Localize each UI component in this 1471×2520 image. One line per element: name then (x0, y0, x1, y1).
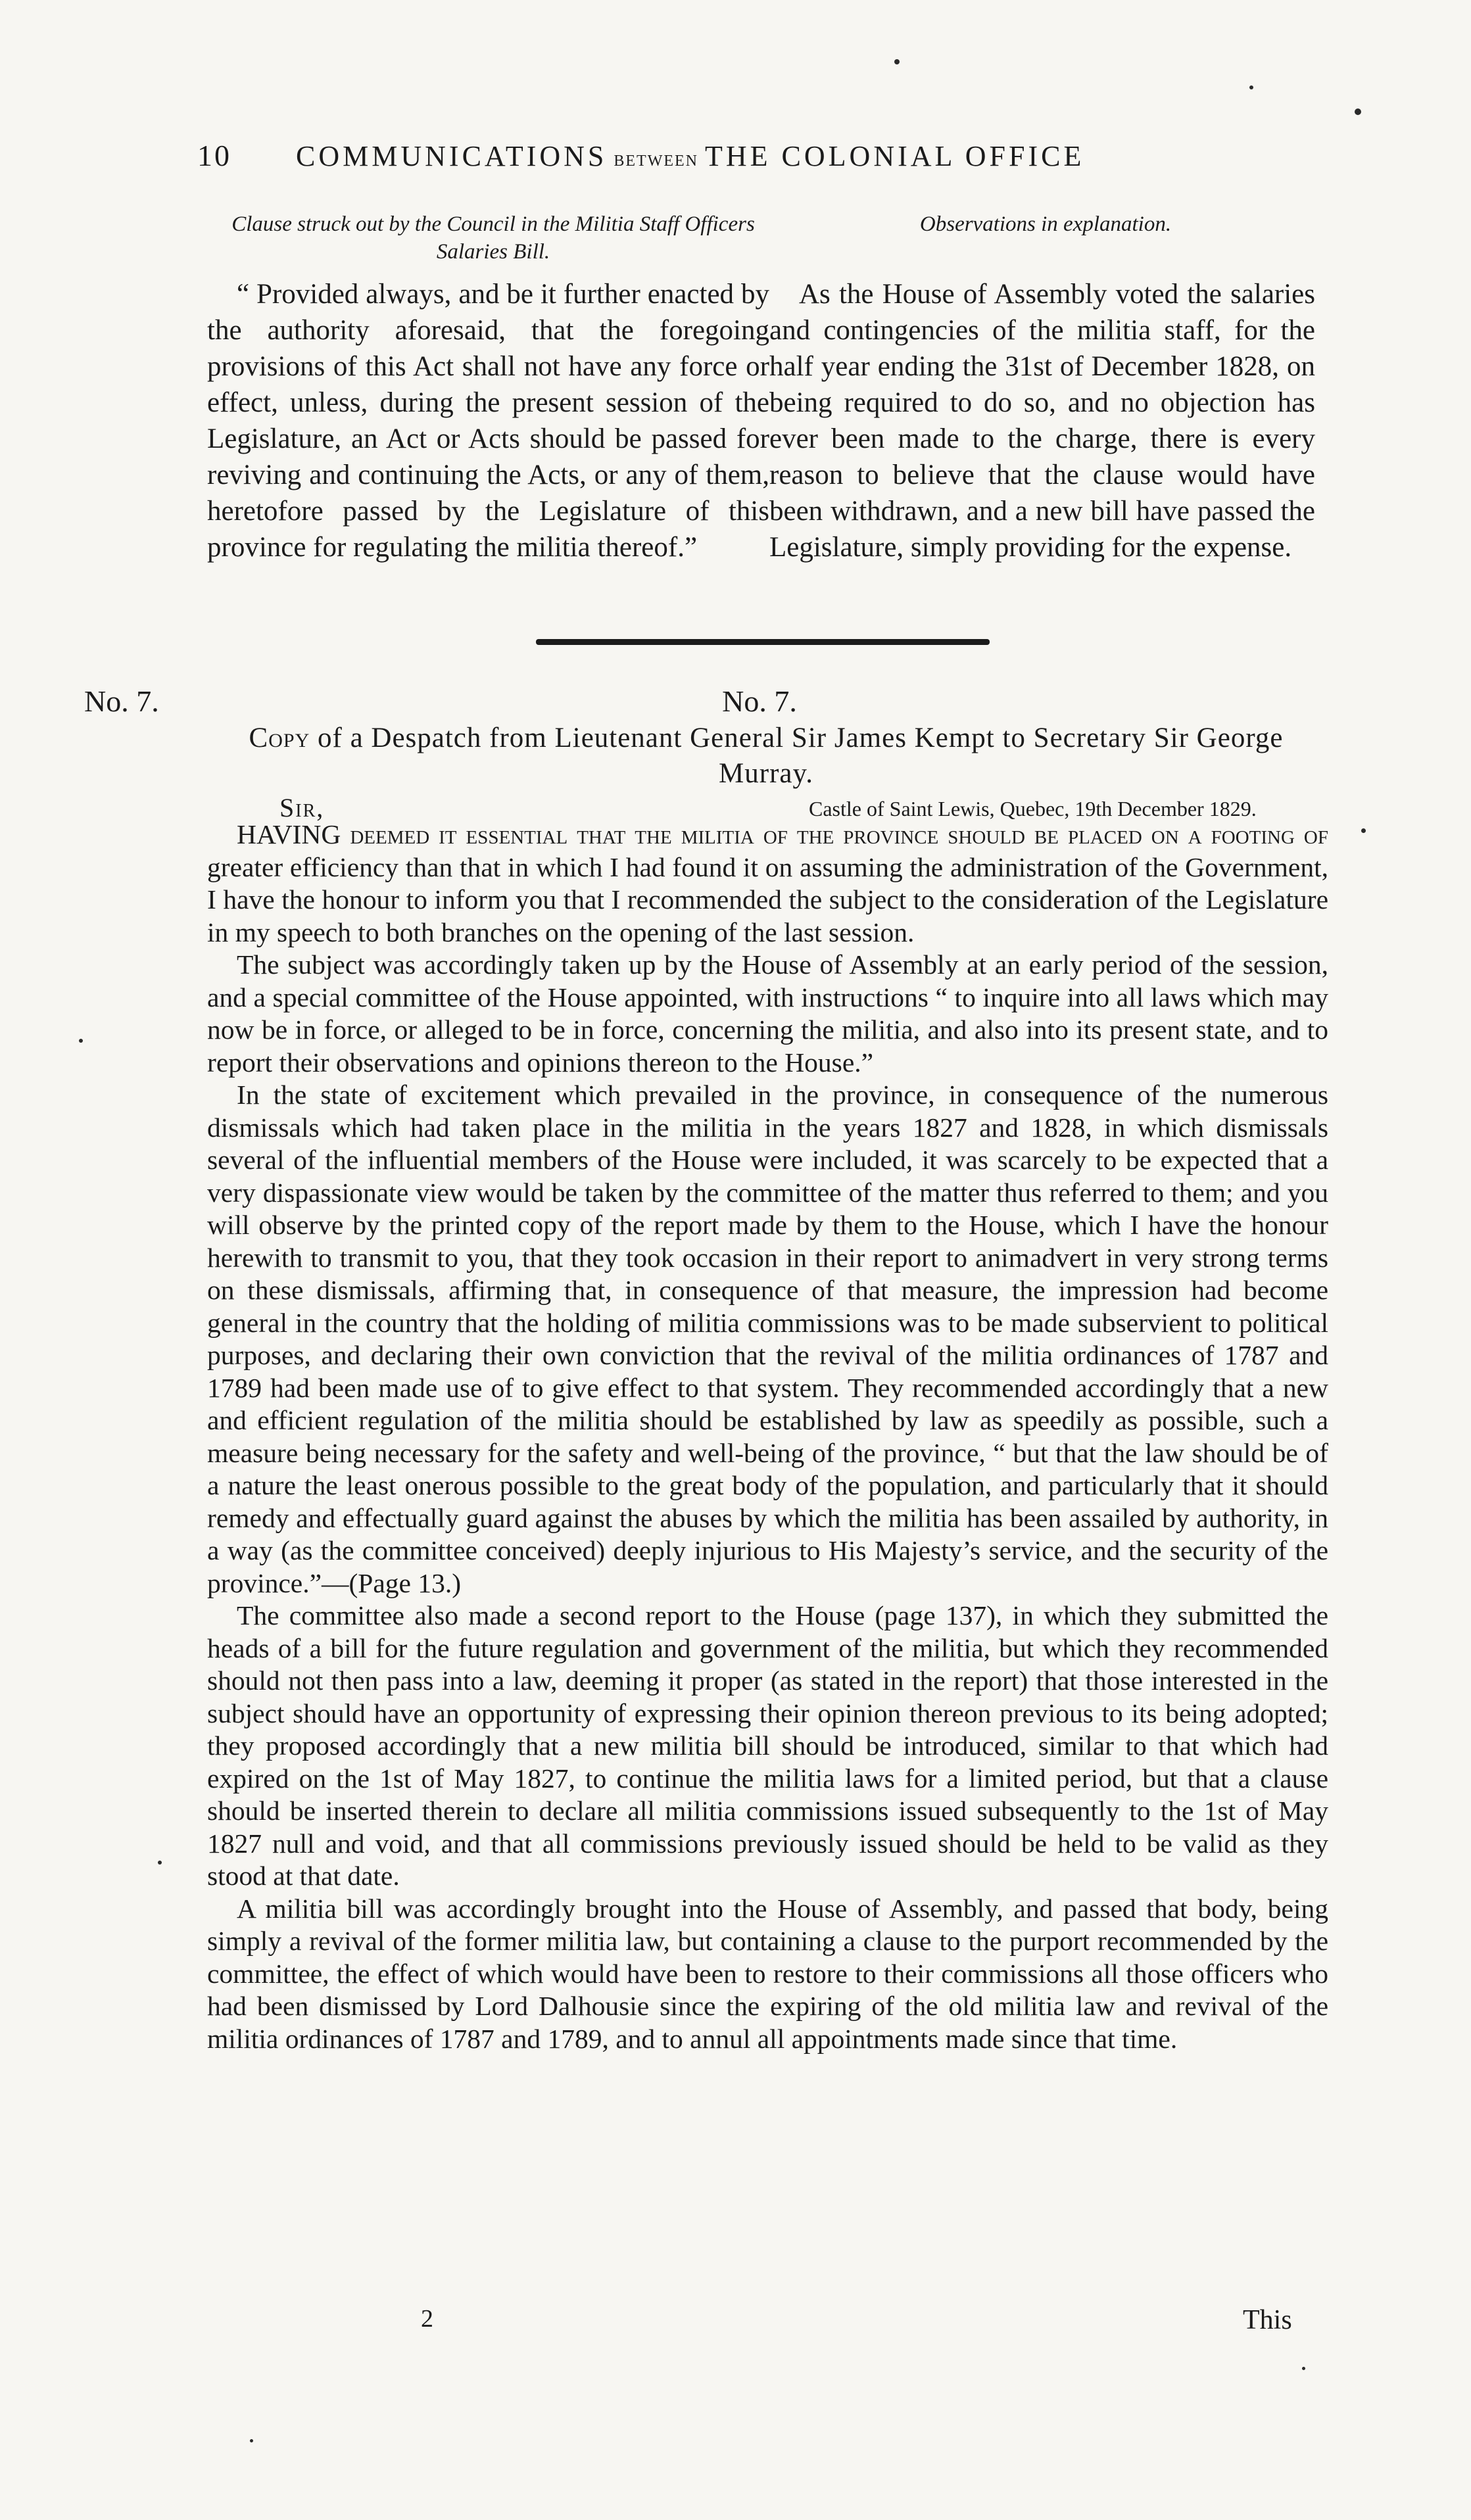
left-column-heading: Clause struck out by the Council in the Militia Staff Officers Salaries Bill. (231, 212, 755, 264)
scan-speck (894, 59, 900, 64)
scan-speck (1302, 2367, 1305, 2370)
paragraph: In the state of excitement which prevailed in the province, in consequence of the numerous dismissals which had taken place in the militia in the years 1827 and 1828, in which dismissals several of the influential members of the House were included, it was scarcely to be expected that a very dispassionate view would be taken by the committee of the matter thus referred to them; and you will observe by the printed copy of the report made by them to the House, which I have the honour herewith to transmit to you, that they took occasion in their report to animadvert in very strong terms on these dismissals, affirming that, in consequence of that measure, the impression had become general in the country that the holding of militia commissions was to be made subservient to political purposes, and declaring their own conviction that the revival of the militia ordinances of 1787 and 1789 had been made use of to give effect to that system. They recommended accordingly that a new and efficient regulation of the militia should be established by law as speedily as possible, such a measure being necessary for the safety and well-being of the province, “ but that the law should be of a nature the least onerous possible to the great body of the population, and particularly that it should remedy and effectually guard against the abuses by which the militia has been assailed by authority, in a way (as the committee conceived) deeply injurious to His Majesty’s service, and the security of the province.”—(Page 13.) (207, 1080, 1328, 1598)
right-column-heading: Observations in explanation. (919, 212, 1172, 236)
running-head-part-3: THE COLONIAL OFFICE (705, 140, 1085, 172)
salutation: Sir, (279, 793, 325, 822)
observations-text: As the House of Assembly voted the salaries and contingencies of the militia staff, for the half year ending the 31st of December 1828, on being required to do so, and no objection has ever been made to the charge, there is every reason to believe that the clause would have been withdrawn, and a new bill have passed the Legislature, simply providing for the expense. (769, 279, 1315, 563)
margin-section-number: No. 7. (84, 684, 159, 718)
despatch-body (207, 819, 1328, 2055)
page-number: 10 (197, 139, 231, 172)
paragraph: A militia bill was accordingly brought into the House of Assembly, and passed that body, being simply a revival of the former militia law, but containing a clause to the purport recommended by the committee, the effect of which would have been to restore to their commissions all those officers who had been dismissed by Lord Dalhousie since the expiring of the old militia law and revival of the militia ordinances of 1787 and 1789, and to annul all appointments made since that time. (207, 1893, 1328, 2054)
running-head (197, 138, 1263, 184)
struck-clause-text: “ Provided always, and be it further enacted by the authority aforesaid, that the foregoing provisions of this Act shall not have any force or effect, unless, during the present session of the Legislature, an Act or Acts should be passed for reviving and continuing the Acts, or any of them, heretofore passed by the Legislature of this province for regulating the militia thereof.” (207, 279, 769, 563)
scan-speck (158, 1861, 162, 1865)
scan-speck (1355, 108, 1361, 115)
section-number: No. 7. (722, 684, 797, 718)
dateline: Castle of Saint Lewis, Quebec, 19th December 1829. (809, 797, 1257, 820)
scan-speck (250, 2439, 253, 2442)
running-head-part-1: COMMUNICATIONS (296, 140, 608, 172)
running-head-part-2: BETWEEN (614, 153, 699, 170)
scan-speck (79, 1039, 83, 1043)
section-divider-rule (536, 639, 990, 645)
signature-mark: 2 (421, 2305, 433, 2333)
despatch-title (204, 721, 1328, 792)
scan-speck (1249, 85, 1253, 89)
paragraph: The committee also made a second report to the House (page 137), in which they submitted the heads of a bill for the future regulation and government of the militia, but which they recommended should not then pass into a law, deeming it proper (as stated in the report) that those interested in the subject should have an opportunity of expressing their opinion thereon previous to its being adopted; they proposed accordingly that a new militia bill should be introduced, similar to that which had expired on the 1st of May 1827, to continue the militia laws for a limited period, but that a clause should be inserted therein to declare all militia commissions issued subsequently to the 1st of May 1827 null and void, and that all commissions previously issued should be held to be valid as they stood at that date. (207, 1600, 1328, 1891)
title-text: of a Despatch from Lieutenant General Sir James Kempt to Secretary Sir George Murray. (318, 723, 1284, 789)
title-prefix: Copy (249, 723, 310, 753)
paragraph: The subject was accordingly taken up by the House of Assembly at an early period of the session, and a special committee of the House appointed, with instructions “ to inquire into all laws which may now be in force, or alleged to be in force, concerning the militia, and also into its present state, and to report their observations and opinions thereon to the House.” (207, 949, 1328, 1078)
scan-speck (1361, 828, 1366, 833)
paragraph: HAVING deemed it essential that the militia of the province should be placed on a footing of greater efficiency than that in which I had found it on assuming the administration of the Government, I have the honour to inform you that I recommended the subject to the consideration of the Legislature in my speech to both branches on the opening of the last session. (207, 819, 1328, 947)
catchword: This (1243, 2305, 1292, 2335)
